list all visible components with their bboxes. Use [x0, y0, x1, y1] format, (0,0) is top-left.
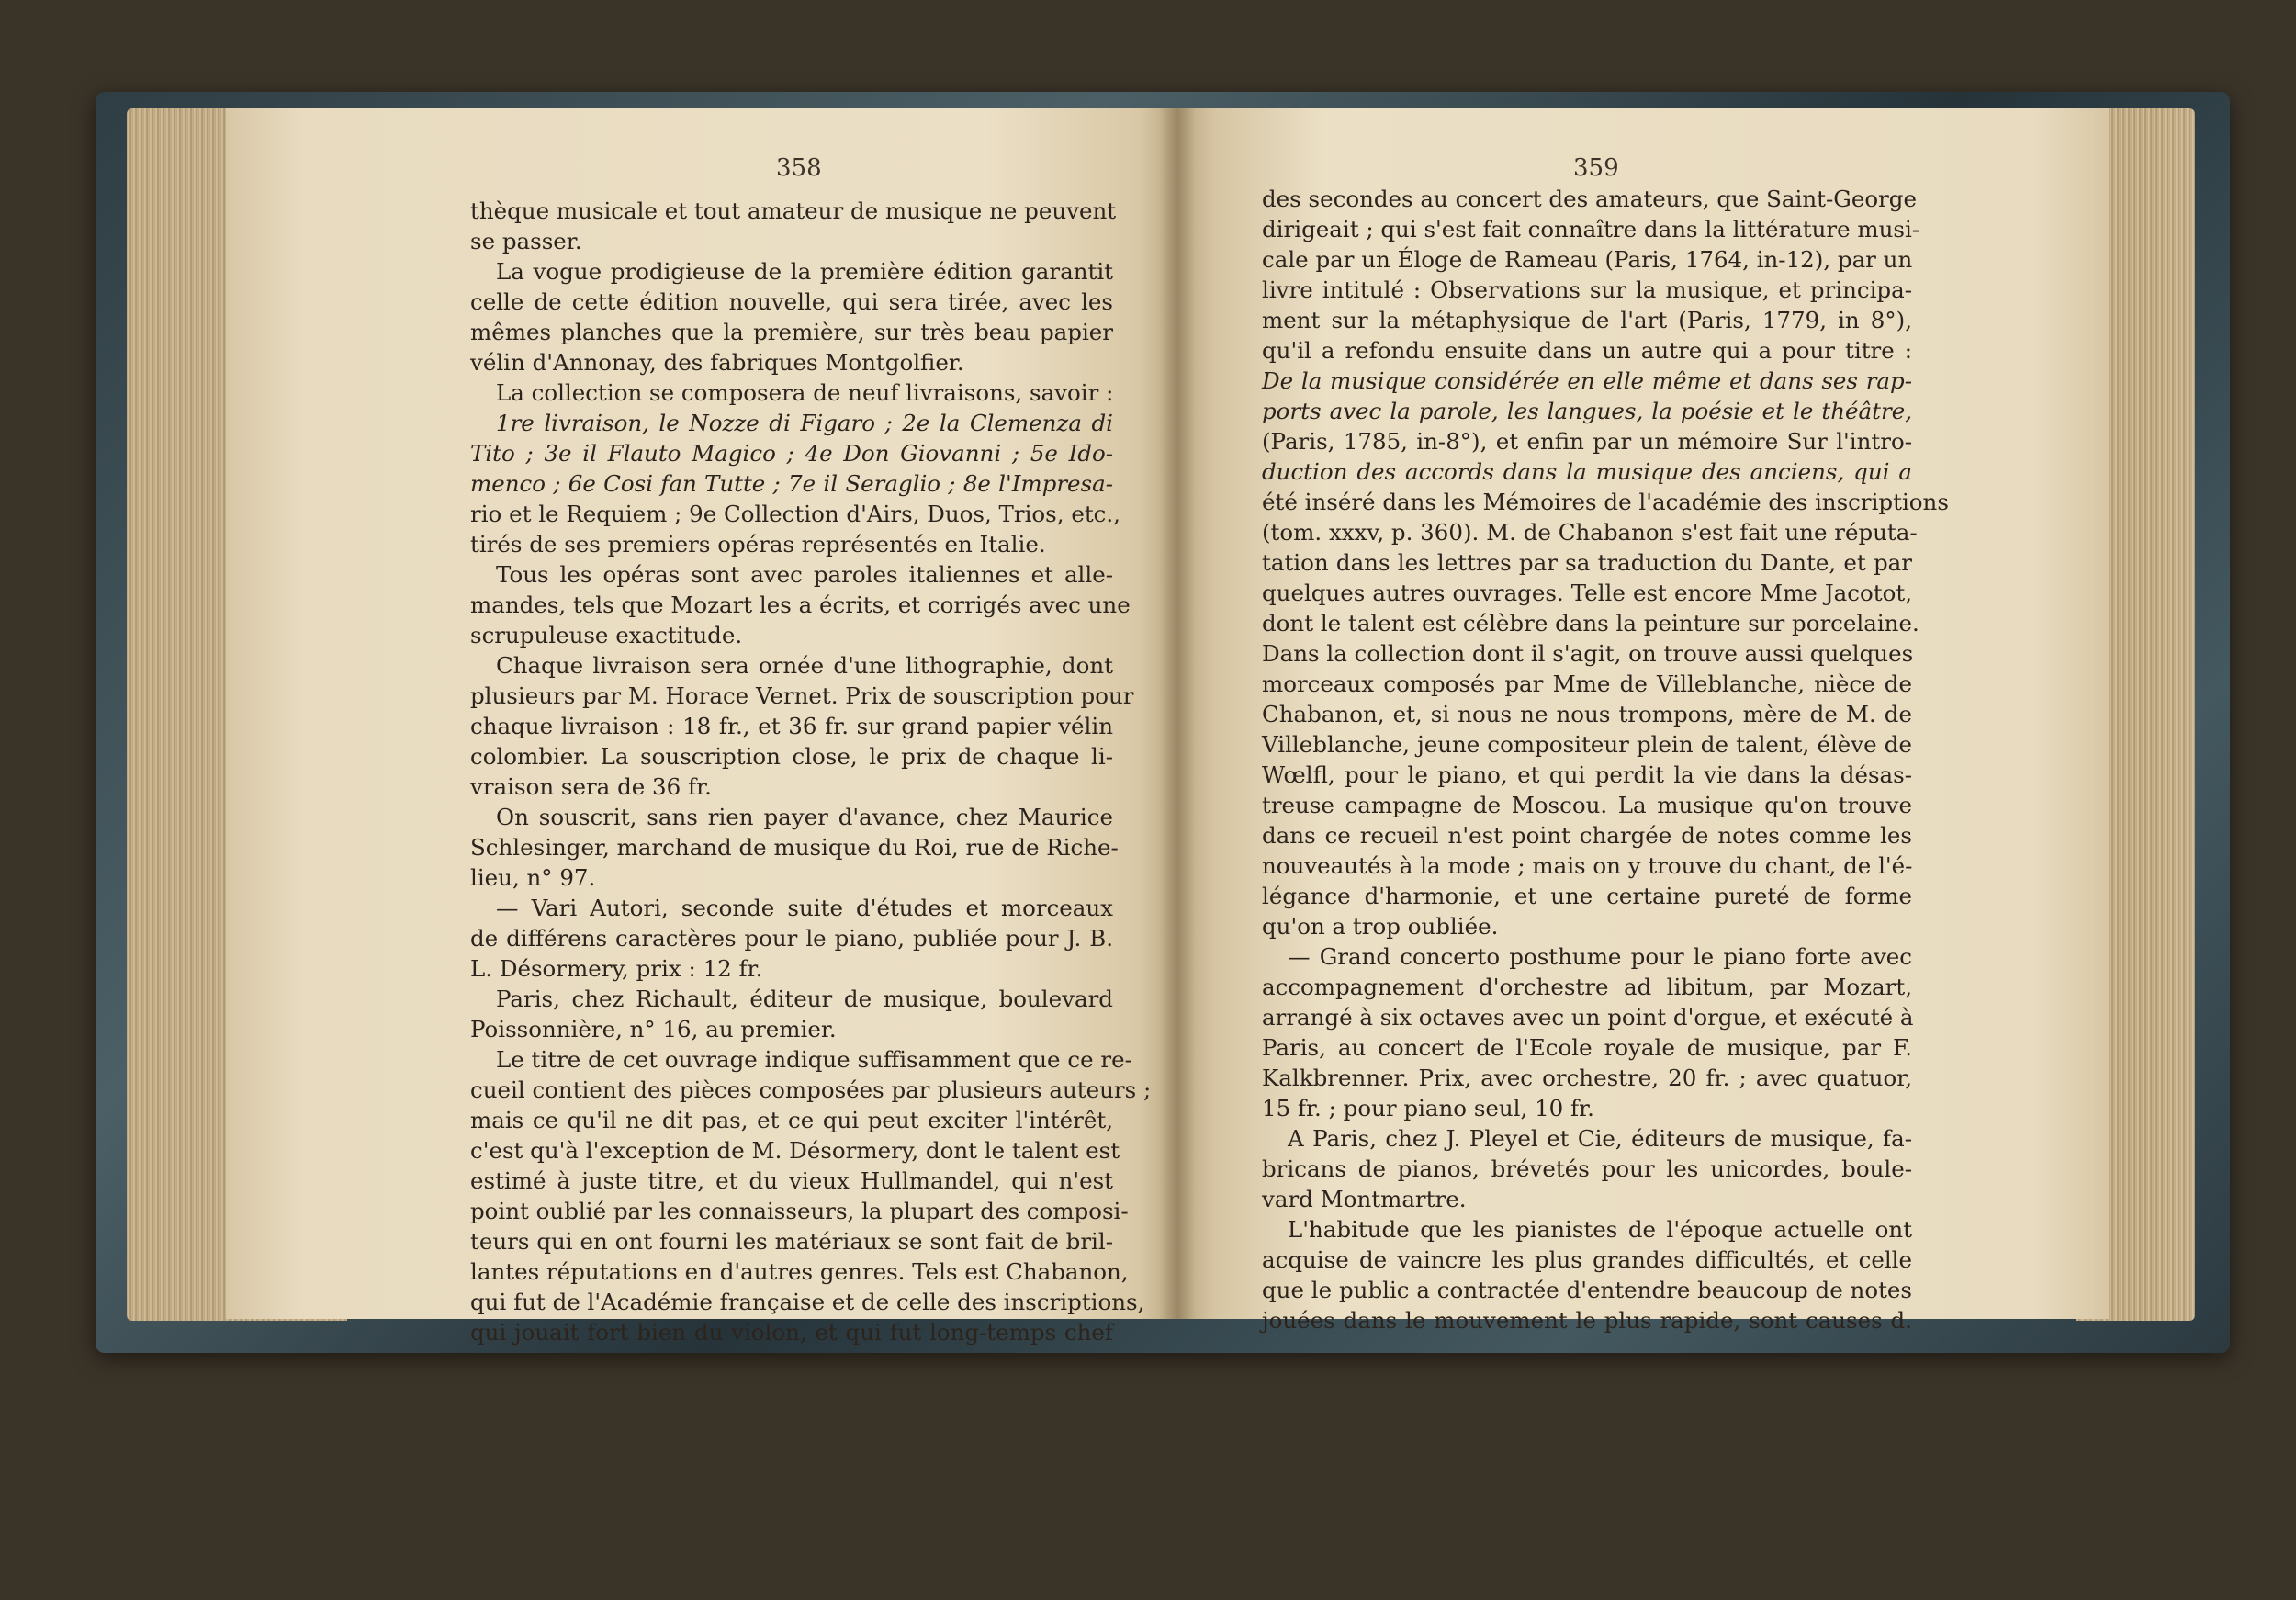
text-line: 15 fr. ; pour piano seul, 10 fr. — [1262, 1095, 1594, 1121]
text-line: nouveautés à la mode ; mais on y trouve du chant, de l'é- — [1262, 852, 1913, 879]
text-line: tirés de ses premiers opéras représentés en Italie. — [470, 531, 1046, 558]
text-line: été inséré dans les Mémoires de l'académie des inscriptions — [1262, 489, 1949, 515]
text-line: Wœlfl, pour le piano, et qui perdit la vie dans la désas- — [1262, 761, 1912, 788]
text-line: Paris, chez Richault, éditeur de musique, boulevard — [496, 986, 1113, 1012]
right-page-text — [1262, 184, 1949, 1335]
text-line: lantes réputations en d'autres genres. Tels est Chabanon, — [470, 1258, 1129, 1285]
text-line: treuse campagne de Moscou. La musique qu'on trouve — [1262, 792, 1912, 818]
text-line: que le public a contractée d'entendre beaucoup de notes — [1262, 1277, 1912, 1303]
text-line: L. Désormery, prix : 12 fr. — [470, 955, 763, 982]
text-line: thèque musicale et tout amateur de musique ne peuvent — [470, 197, 1117, 224]
text-line: morceaux composés par Mme de Villeblanche, nièce de — [1262, 670, 1912, 697]
text-line: qui jouait fort bien du violon, et qui fut long-temps chef — [470, 1319, 1113, 1346]
text-line: de différens caractères pour le piano, publiée pour J. B. — [470, 925, 1113, 952]
text-line: Tous les opéras sont avec paroles italiennes et alle- — [496, 561, 1113, 588]
text-line: c'est qu'à l'exception de M. Désormery, dont le talent est — [470, 1137, 1120, 1164]
text-line: ment sur la métaphysique de l'art (Paris, 1779, in 8°), — [1262, 307, 1912, 333]
text-line: acquise de vaincre les plus grandes difficultés, et celle — [1262, 1246, 1912, 1273]
text-line: celle de cette édition nouvelle, qui sera tirée, avec les — [470, 288, 1113, 315]
text-line: cueil contient des pièces composées par plusieurs auteurs ; — [470, 1076, 1152, 1103]
book-gutter — [1159, 108, 1196, 1319]
text-line: légance d'harmonie, et une certaine pureté de forme — [1262, 883, 1912, 909]
text-line: se passer. — [470, 228, 582, 254]
text-line: Dans la collection dont il s'agit, on trouve aussi quelques — [1262, 640, 1914, 667]
text-line: tation dans les lettres par sa traduction du Dante, et par — [1262, 549, 1912, 576]
text-line: point oublié par les connaisseurs, la plupart des composi- — [470, 1198, 1129, 1224]
text-line: quelques autres ouvrages. Telle est encore Mme Jacotot, — [1262, 580, 1912, 606]
text-line: accompagnement d'orchestre ad libitum, par Mozart, — [1262, 974, 1912, 1000]
text-line: teurs qui en ont fourni les matériaux se sont fait de bril- — [470, 1228, 1113, 1255]
text-line: mêmes planches que la première, sur très beau papier — [470, 319, 1113, 345]
text-line: rio et le Requiem ; 9e Collection d'Airs, Duos, Trios, etc., — [470, 501, 1120, 527]
text-line: plusieurs par M. Horace Vernet. Prix de souscription pour — [470, 682, 1134, 709]
text-line: chaque livraison : 18 fr., et 36 fr. sur grand papier vélin — [470, 713, 1113, 739]
text-line: (tom. xxxv, p. 360). M. de Chabanon s'est fait une réputa- — [1262, 519, 1918, 546]
text-line: De la musique considérée en elle même et dans ses rap- — [1262, 367, 1912, 394]
text-line: qui fut de l'Académie française et de celle des inscriptions, — [470, 1289, 1145, 1315]
text-line: 1re livraison, le Nozze di Figaro ; 2e la Clemenza di — [496, 410, 1113, 436]
text-line: A Paris, chez J. Pleyel et Cie, éditeurs de musique, fa- — [1288, 1125, 1912, 1152]
text-line: Paris, au concert de l'Ecole royale de musique, par F. — [1262, 1034, 1912, 1061]
text-line: La vogue prodigieuse de la première édition garantit — [496, 258, 1113, 285]
text-line: vraison sera de 36 fr. — [470, 773, 712, 800]
text-line: estimé à juste titre, et du vieux Hullmandel, qui n'est — [470, 1167, 1113, 1194]
text-line: Villeblanche, jeune compositeur plein de talent, élève de — [1262, 731, 1912, 758]
text-line: jouées dans le mouvement le plus rapide, sont causes d. — [1262, 1307, 1912, 1334]
text-line: qu'il a refondu ensuite dans un autre qui a pour titre : — [1262, 337, 1912, 364]
text-line: Le titre de cet ouvrage indique suffisamment que ce re- — [496, 1046, 1132, 1073]
text-line: vélin d'Annonay, des fabriques Montgolfier. — [470, 349, 964, 376]
text-line: scrupuleuse exactitude. — [470, 622, 743, 648]
right-page-number: 359 — [1573, 154, 1619, 182]
text-line: livre intitulé : Observations sur la musique, et principa- — [1262, 276, 1912, 303]
text-line: — Vari Autori, seconde suite d'études et morceaux — [496, 895, 1113, 921]
left-page-number: 358 — [776, 154, 822, 182]
text-line: des secondes au concert des amateurs, que Saint-George — [1262, 186, 1917, 212]
text-line: (Paris, 1785, in-8°), et enfin par un mémoire Sur l'intro- — [1262, 428, 1912, 455]
text-line: menco ; 6e Cosi fan Tutte ; 7e il Seraglio ; 8e l'Impresa- — [470, 470, 1113, 497]
text-line: dans ce recueil n'est point chargée de notes comme les — [1262, 822, 1912, 849]
text-line: Kalkbrenner. Prix, avec orchestre, 20 fr. ; avec quatuor, — [1262, 1065, 1912, 1091]
text-line: lieu, n° 97. — [470, 864, 596, 891]
text-line: L'habitude que les pianistes de l'époque actuelle ont — [1288, 1216, 1912, 1243]
text-line: mais ce qu'il ne dit pas, et ce qui peut exciter l'intérêt, — [470, 1107, 1113, 1133]
text-line: cale par un Éloge de Rameau (Paris, 1764, in-12), par un — [1262, 246, 1913, 273]
text-line: dont le talent est célèbre dans la peinture sur porcelaine. — [1262, 610, 1919, 637]
text-line: bricans de pianos, brévetés pour les unicordes, boule- — [1262, 1155, 1912, 1182]
text-line: Tito ; 3e il Flauto Magico ; 4e Don Giovanni ; 5e Ido- — [470, 440, 1113, 467]
text-line: Chaque livraison sera ornée d'une lithographie, dont — [496, 652, 1113, 679]
text-line: colombier. La souscription close, le prix de chaque li- — [470, 743, 1113, 770]
text-line: mandes, tels que Mozart les a écrits, et corrigés avec une — [470, 592, 1131, 618]
text-line: duction des accords dans la musique des anciens, qui a — [1262, 458, 1912, 485]
text-line: Poissonnière, n° 16, au premier. — [470, 1016, 837, 1042]
text-line: Chabanon, et, si nous ne nous trompons, mère de M. de — [1262, 701, 1912, 727]
text-line: Schlesinger, marchand de musique du Roi, rue de Riche- — [470, 834, 1119, 861]
text-line: La collection se composera de neuf livraisons, savoir : — [496, 379, 1114, 406]
text-line: — Grand concerto posthume pour le piano forte avec — [1288, 943, 1912, 970]
text-line: vard Montmartre. — [1262, 1186, 1467, 1212]
text-line: dirigeait ; qui s'est fait connaître dans la littérature musi- — [1262, 216, 1920, 242]
left-page-text — [470, 196, 1152, 1347]
text-line: ports avec la parole, les langues, la poésie et le théâtre, — [1262, 398, 1912, 424]
text-line: arrangé à six octaves avec un point d'orgue, et exécuté à — [1262, 1004, 1914, 1031]
text-line: On souscrit, sans rien payer d'avance, chez Maurice — [496, 804, 1113, 830]
text-line: qu'on a trop oubliée. — [1262, 913, 1499, 940]
